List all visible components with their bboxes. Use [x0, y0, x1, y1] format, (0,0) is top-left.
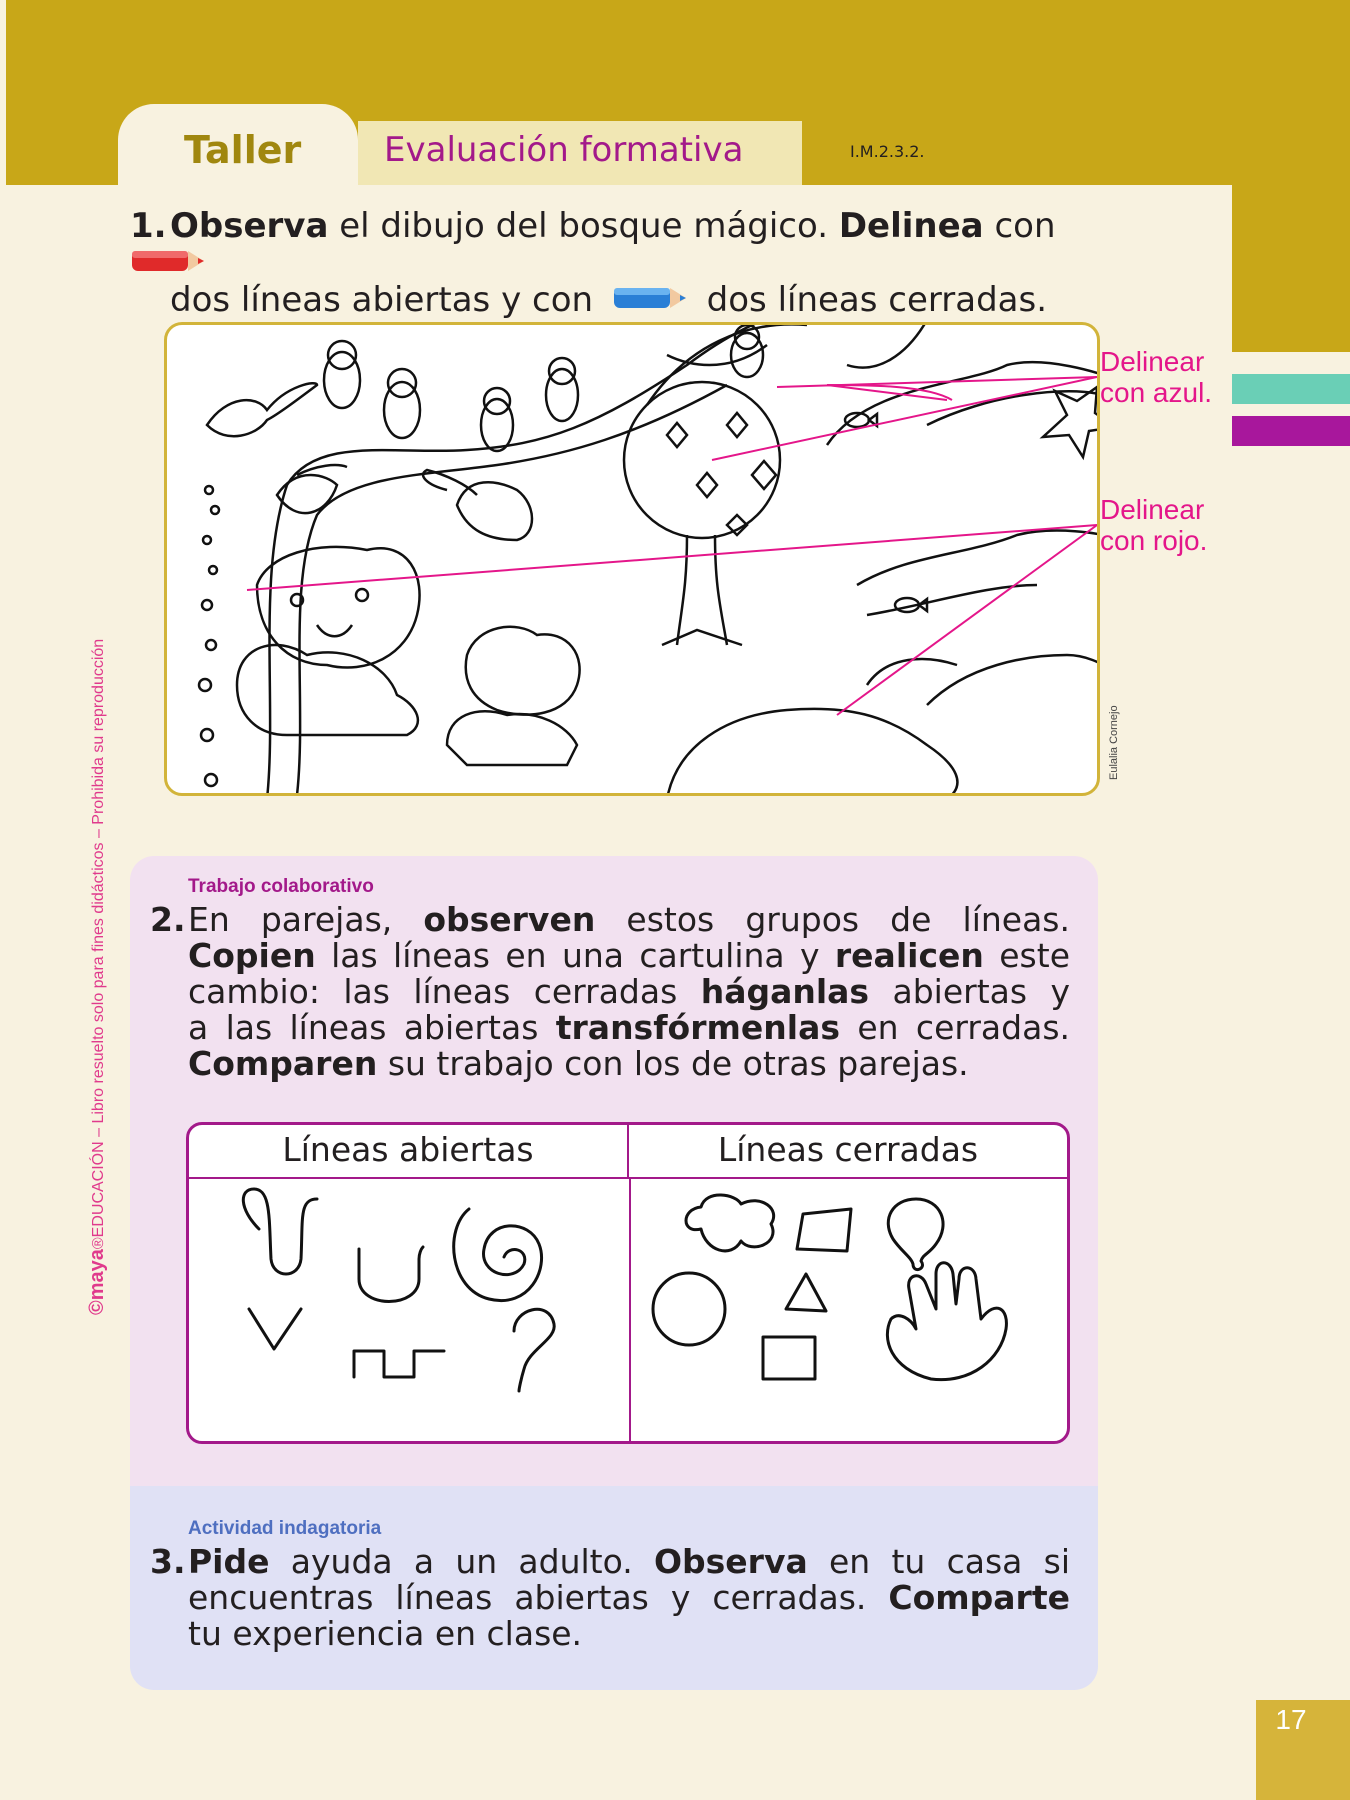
- annotation-red: [1100, 494, 1207, 556]
- question-2-line-4: [150, 1010, 1070, 1046]
- header-closed-lines: Líneas cerradas: [629, 1125, 1067, 1179]
- open-line-spiral: [454, 1209, 542, 1301]
- q3-text-3: encuentras líneas abiertas y cerradas.: [188, 1578, 889, 1617]
- q2-text-9: su trabajo con los de otras parejas.: [377, 1044, 969, 1083]
- question-2-line-2: [150, 938, 1070, 974]
- question-3-line-3: [150, 1616, 1070, 1652]
- annotation-blue-line-1: Delinear: [1100, 346, 1205, 377]
- annotation-blue-line-2: con azul.: [1100, 377, 1213, 408]
- question-1-line-1: [130, 208, 1090, 282]
- question-2-line-1: [150, 902, 1070, 938]
- annotation-red-line-2: con rojo.: [1100, 525, 1208, 556]
- q2-text-5: cambio: las líneas cerradas: [188, 972, 701, 1011]
- q2-text-4: este: [983, 936, 1070, 975]
- q1-text-1: el dibujo del bosque mágico.: [328, 206, 839, 246]
- brand-logo-text: ©maya: [86, 1249, 108, 1315]
- q2-text-8: en cerradas.: [840, 1008, 1070, 1047]
- blue-pencil-icon: [612, 283, 688, 319]
- closed-line-hand: [887, 1263, 1006, 1380]
- q1-verb-observa: Observa: [170, 206, 329, 246]
- question-2-number: 2.: [150, 900, 186, 939]
- annotation-red-line-1: Delinear: [1100, 494, 1205, 525]
- question-3-line-2: [150, 1580, 1070, 1616]
- q3-verb-pide: Pide: [188, 1542, 270, 1581]
- q3-verb-comparte: Comparte: [888, 1578, 1070, 1617]
- question-1-line-2: [130, 279, 1090, 320]
- right-color-band: [1232, 0, 1350, 352]
- red-pencil-icon: [130, 246, 206, 282]
- q2-verb-observen: observen: [423, 900, 596, 939]
- open-line-steps: [354, 1351, 444, 1377]
- open-line-v: [249, 1309, 301, 1349]
- q1-text-3: dos líneas abiertas y con: [170, 279, 594, 320]
- curriculum-code: I.M.2.3.2.: [850, 142, 925, 161]
- copyright-side-text: [86, 495, 109, 1315]
- q1-text-4: dos líneas cerradas.: [706, 279, 1048, 320]
- question-2-line-3: [150, 974, 1070, 1010]
- evaluation-title: Evaluación formativa: [384, 130, 744, 170]
- q2-verb-copien: Copien: [188, 936, 316, 975]
- open-line-hook: [514, 1309, 554, 1391]
- annotation-blue: [1100, 346, 1212, 408]
- q3-text-1: ayuda a un adulto.: [269, 1542, 654, 1581]
- section-tab-purple: [1232, 416, 1350, 446]
- page-number: 17: [1275, 1704, 1307, 1735]
- open-lines-drawings: [189, 1179, 629, 1441]
- q3-verb-observa: Observa: [653, 1542, 808, 1581]
- question-3-line-1: [150, 1544, 1070, 1580]
- open-line-wave: [243, 1189, 317, 1274]
- header-open-lines: Líneas abiertas: [189, 1125, 629, 1179]
- q3-text-2: en tu casa si: [807, 1542, 1070, 1581]
- question-2: [150, 902, 1070, 1082]
- q1-verb-delinea: Delinea: [838, 206, 984, 246]
- closed-line-circle: [653, 1273, 725, 1345]
- question-1-number: 1.: [130, 206, 167, 246]
- question-3-number: 3.: [150, 1542, 186, 1581]
- taller-title: Taller: [184, 128, 302, 172]
- q1-text-2: con: [983, 206, 1056, 246]
- illustrator-credit: Eulalia Cornejo: [1108, 705, 1120, 780]
- lines-table: [186, 1122, 1070, 1444]
- magic-forest-illustration: [164, 322, 1100, 796]
- q2-verb-haganlas: háganlas: [700, 972, 870, 1011]
- collaborative-work-label: Trabajo colaborativo: [188, 876, 374, 897]
- closed-line-triangle: [786, 1274, 826, 1311]
- q2-verb-realicen: realicen: [834, 936, 984, 975]
- q2-text-3: las líneas en una cartulina y: [315, 936, 835, 975]
- closed-lines-drawings: [631, 1179, 1071, 1441]
- question-3: [150, 1544, 1070, 1652]
- q3-text-4: tu experiencia en clase.: [188, 1614, 583, 1653]
- closed-line-cloud: [686, 1195, 774, 1251]
- question-2-line-5: [150, 1046, 1070, 1082]
- q2-verb-transformenlas: transfórmenlas: [555, 1008, 840, 1047]
- closed-line-trapezoid: [797, 1209, 851, 1251]
- closed-line-balloon: [888, 1199, 943, 1270]
- q2-text-1: En parejas,: [188, 900, 424, 939]
- q2-text-2: estos grupos de líneas.: [595, 900, 1070, 939]
- copyright-text: ®EDUCACIÓN – Libro resuelto solo para fines didácticos – Prohibida su reproducción: [90, 638, 107, 1250]
- question-1: [130, 208, 1090, 319]
- open-line-u: [359, 1247, 423, 1302]
- closed-line-rectangle: [763, 1337, 815, 1379]
- q2-text-6: abiertas y: [869, 972, 1070, 1011]
- section-tab-teal: [1232, 374, 1350, 404]
- inquiry-activity-label: Actividad indagatoria: [188, 1518, 382, 1539]
- q2-text-7: a las líneas abiertas: [188, 1008, 556, 1047]
- q2-verb-comparen: Comparen: [188, 1044, 378, 1083]
